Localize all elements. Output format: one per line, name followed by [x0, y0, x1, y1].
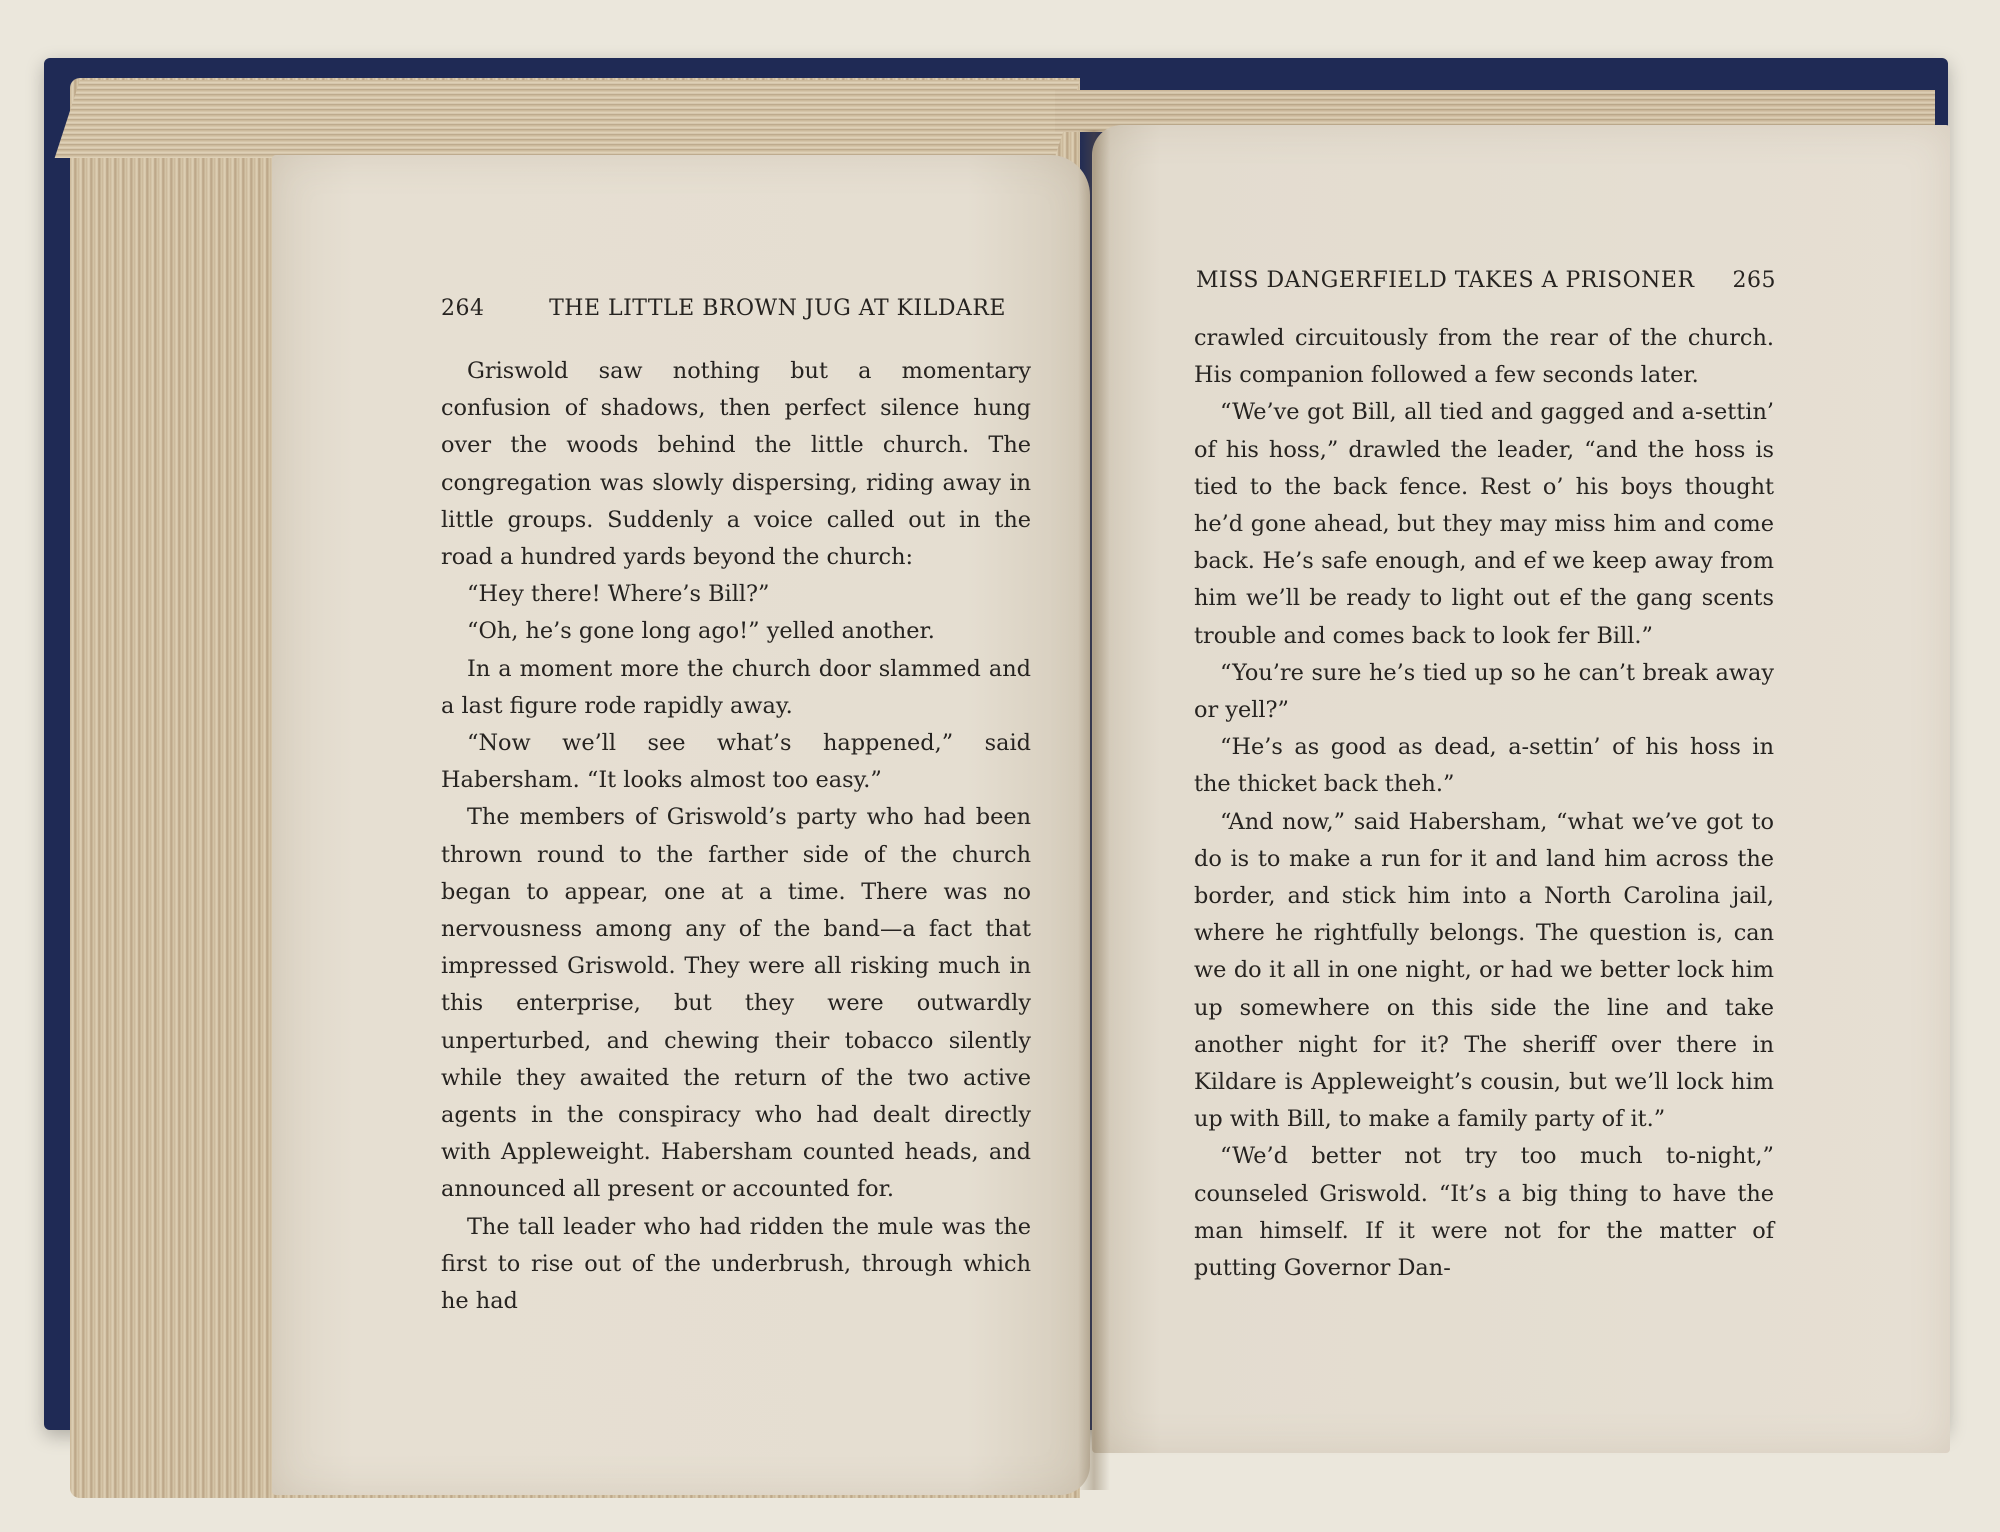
- left-page-number: 264: [441, 296, 485, 321]
- right-running-head-title: MISS DANGERFIELD TAKES A PRISONER: [1196, 268, 1695, 293]
- paragraph: The members of Griswold’s party who had been thrown round to the farther side of the church began to appear, one at a time. There was no nervousness among any of the band—a fact that impressed Griswold. They were all risking much in this enterprise, but they were outwardly unperturbed, and chewing their tobacco silently while they awaited the return of the two active agents in the conspiracy who had dealt directly with Appleweight. Habersham counted heads, and announced all present or accounted for.: [441, 804, 1031, 1203]
- paragraph: “Oh, he’s gone long ago!” yelled another.: [467, 618, 935, 645]
- paragraph: “You’re sure he’s tied up so he can’t break away or yell?”: [1194, 659, 1774, 724]
- paragraph: crawled circuitously from the rear of the church. His companion followed a few seconds later.: [1194, 325, 1774, 389]
- left-running-head: [441, 296, 1006, 321]
- left-running-head-title: THE LITTLE BROWN JUG AT KILDARE: [549, 296, 1006, 321]
- paragraph: Griswold saw nothing but a momentary confusion of shadows, then perfect silence hung over the woods behind the little church. The congregation was slowly dispersing, riding away in little groups. Suddenly a voice called out in the road a hundred yards beyond the church:: [441, 358, 1031, 571]
- left-top-page-edges: [55, 80, 1080, 158]
- paragraph: “We’d better not try too much to-night,” counseled Griswold. “It’s a big thing to have the man himself. If it were not for the matter of putting Governor Dan-: [1194, 1143, 1774, 1282]
- paragraph: “He’s as good as dead, a-settin’ of his hoss in the thicket back theh.”: [1194, 734, 1774, 798]
- book-gutter: [1078, 130, 1110, 1490]
- paragraph: “We’ve got Bill, all tied and gagged and a-settin’ of his hoss,” drawled the leader, “and the hoss is tied to the back fence. Rest o’ his boys thought he’d gone ahead, but they may miss him and come back. He’s safe enough, and ef we keep away from him we’ll be ready to light out ef the gang scents trouble and comes back to look fer Bill.”: [1194, 399, 1774, 649]
- paragraph: “And now,” said Habersham, “what we’ve got to do is to make a run for it and land him across the border, and stick him into a North Carolina jail, where he rightfully belongs. The question is, can we do it all in one night, or had we better lock him up somewhere on this side the line and take another night for it? The sheriff over there in Kildare is Appleweight’s cousin, but we’ll lock him up with Bill, to make a family party of it.”: [1194, 808, 1774, 1133]
- paragraph: “Now we’ll see what’s happened,” said Habersham. “It looks almost too easy.”: [441, 730, 1031, 794]
- paragraph: In a moment more the church door slammed and a last figure rode rapidly away.: [441, 655, 1031, 719]
- right-running-head: [1196, 268, 1776, 293]
- right-page-number: 265: [1732, 268, 1776, 293]
- paragraph: The tall leader who had ridden the mule was the first to rise out of the underbrush, through which he had: [441, 1213, 1031, 1315]
- paragraph: “Hey there! Where’s Bill?”: [467, 581, 770, 608]
- right-page-text: [1194, 320, 1774, 1287]
- left-page-text: [441, 353, 1031, 1320]
